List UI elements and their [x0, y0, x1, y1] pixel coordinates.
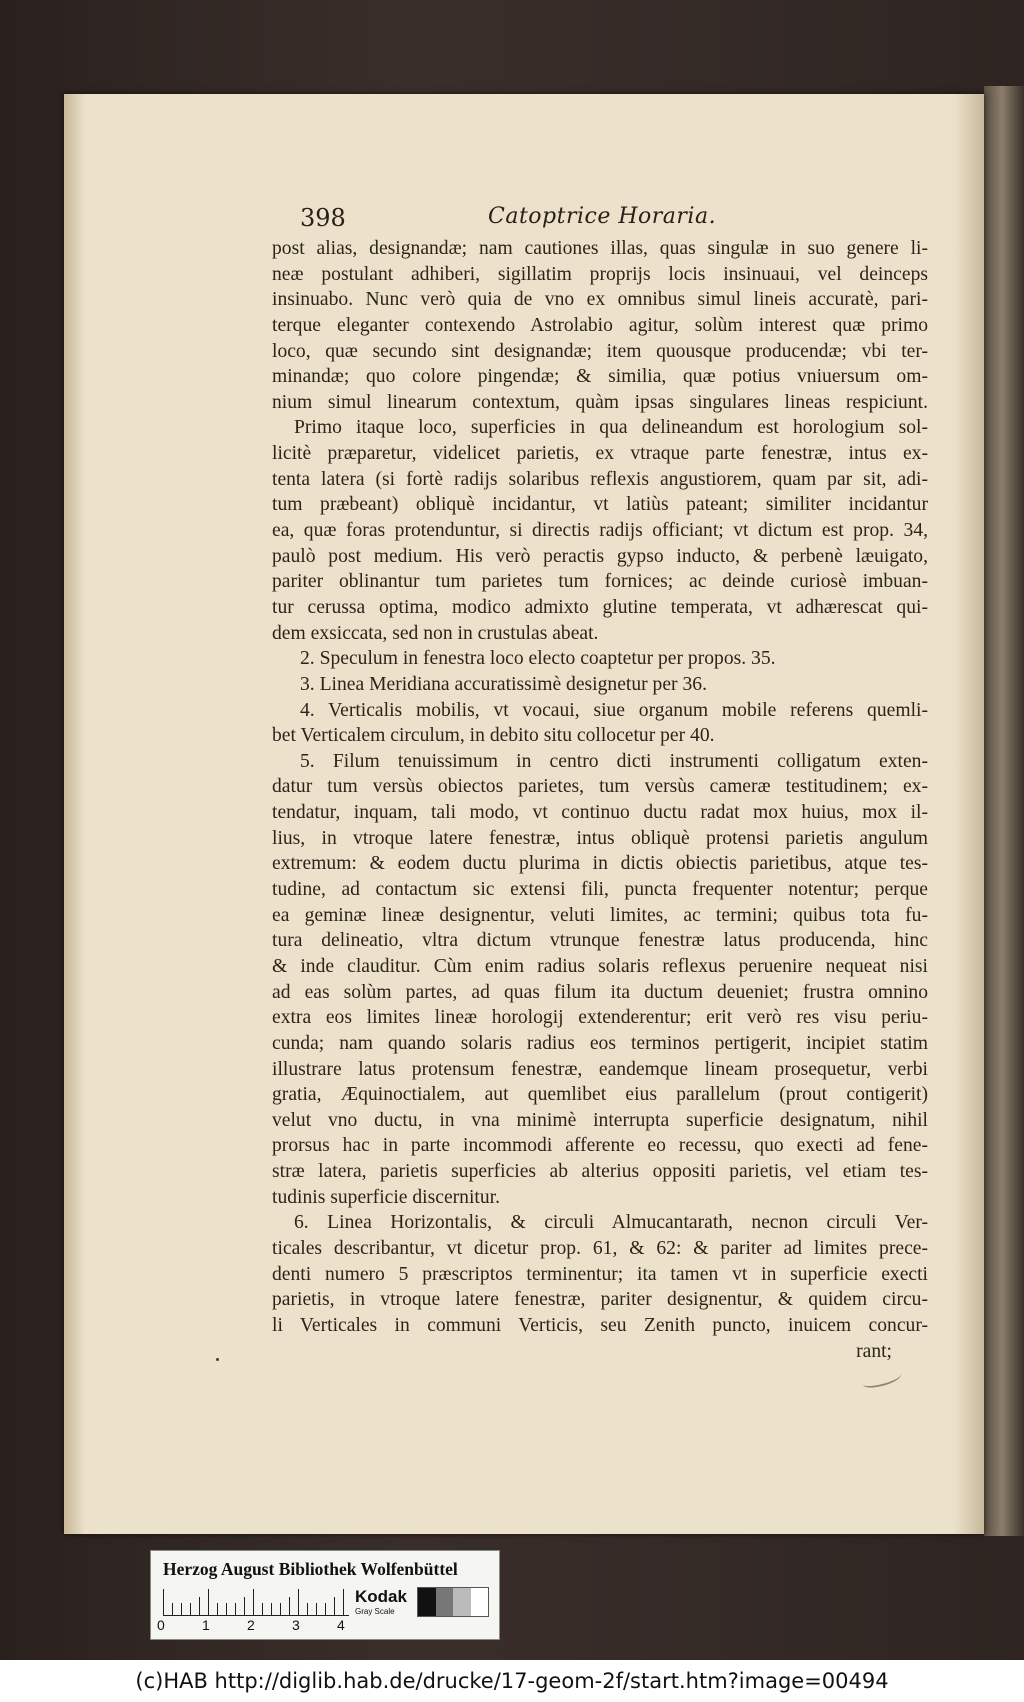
- text-line: parietis, in vtroque latere fenestræ, pariter designentur, & quidem circu-: [272, 1289, 928, 1311]
- ruler-number: 0: [157, 1617, 165, 1633]
- page-edge-shadow: [954, 94, 984, 1534]
- text-line: Primo itaque loco, superficies in qua delineandum est horologium sol-: [294, 417, 928, 439]
- catchword: rant;: [856, 1340, 892, 1362]
- text-line: 4. Verticalis mobilis, vt vocaui, siue organum mobile referens quemli-: [300, 699, 928, 721]
- text-line: & inde clauditur. Cùm enim radius solaris reflexus peruenire nequeat nisi: [272, 955, 928, 977]
- text-line: cunda; nam quando solaris radius eos terminos pertigerit, incipiet statim: [272, 1032, 928, 1054]
- text-line: neæ postulant adhiberi, sigillatim proprijs locis insinuaui, vel deinceps: [272, 263, 928, 285]
- text-line: tur cerussa optima, modico admixto glutine temperata, vt adhærescat qui-: [272, 596, 928, 618]
- text-line: ea, quæ foras protenduntur, si directis radijs officiant; vt dictum est prop. 34,: [272, 520, 928, 542]
- kodak-logo: Kodak: [355, 1587, 407, 1606]
- citation-footer: (c)HAB http://diglib.hab.de/drucke/17-geom-2f/start.htm?image=00494: [0, 1660, 1024, 1702]
- text-line: li Verticales in communi Verticis, seu Zenith puncto, inuicem concur-: [272, 1314, 928, 1336]
- text-line: ea geminæ lineæ designentur, veluti limites, ac termini; quibus tota fu-: [272, 904, 928, 926]
- text-line: post alias, designandæ; nam cautiones illas, quas singulæ in suo genere li-: [272, 238, 928, 259]
- text-line: ad eas solùm partes, ad quas filum ita ductum deueniet; frustra omnino: [272, 981, 928, 1003]
- ruler-number: 3: [292, 1617, 300, 1633]
- text-line: denti numero 5 præscriptos terminentur; ita tamen vt in superficie execti: [272, 1263, 928, 1285]
- text-line: terque eleganter contexendo Astrolabio agitur, solùm interest quæ primo: [272, 314, 928, 336]
- library-label: [150, 1550, 500, 1640]
- text-line: tudine, ad contactum sic extensi fili, puncta frequenter notentur; perque: [272, 879, 928, 901]
- text-line: gratia, Æquinoctialem, aut quemlibet eius parallelum (prout contigerit): [272, 1084, 928, 1106]
- text-line: extremum: & eodem ductu plurima in dictis obiectis parietibus, atque tes-: [272, 853, 928, 875]
- text-line: bet Verticalem circulum, in debito situ collocetur per 40.: [272, 725, 715, 747]
- ruler-number: 4: [337, 1617, 345, 1633]
- running-head: [300, 204, 940, 232]
- text-line: 5. Filum tenuissimum in centro dicti instrumenti colligatum exten-: [300, 750, 928, 772]
- text-line: 6. Linea Horizontalis, & circuli Almucantarath, necnon circuli Ver-: [294, 1212, 928, 1234]
- text-line: stræ latera, parietis superficies ab alterius oppositi parietis, vel etiam tes-: [272, 1161, 928, 1183]
- ink-spot: [216, 1358, 219, 1361]
- page-number: 398: [300, 204, 346, 232]
- text-line: licitè præparetur, videlicet parietis, ex vtraque parte fenestræ, intus ex-: [272, 443, 928, 465]
- gray-scale-caption: Gray Scale: [355, 1607, 395, 1616]
- text-line: nium simul linearum contextum, quàm ipsas singulares lineas respiciunt.: [272, 391, 928, 413]
- text-line: tenta latera (si fortè radijs solaribus reflexis angustiorem, quam par sit, adi-: [272, 468, 928, 490]
- text-line: prorsus hac in parte incommodi afferente eo recessu, quo execti ad fene-: [272, 1135, 928, 1157]
- text-line: tendatur, inquam, tali modo, vt continuo ductu radat mox huius, mox il-: [272, 802, 928, 824]
- text-line: 2. Speculum in fenestra loco electo coaptetur per propos. 35.: [300, 648, 776, 670]
- ruler-number: 2: [247, 1617, 255, 1633]
- text-line: dem exsiccata, sed non in crustulas abeat.: [272, 622, 599, 644]
- text-line: datur tum versùs obiectos parietes, tum versùs cameræ testitudinem; ex-: [272, 776, 928, 798]
- ruler-number: 1: [202, 1617, 210, 1633]
- text-line: tum præbeant) obliquè incidantur, vt latiùs pateant; similiter incidantur: [272, 494, 928, 516]
- gray-scale-swatches: [417, 1587, 489, 1617]
- text-line: 3. Linea Meridiana accuratissimè designetur per 36.: [300, 673, 707, 695]
- text-line: tura delineatio, vltra dictum vtrunque fenestræ latus producenda, hinc: [272, 930, 928, 952]
- text-line: minandæ; quo colore pingendæ; & similia, quæ potius vniuersum om-: [272, 366, 928, 388]
- text-line: paulò post medium. His verò peractis gypso inducto, & perbenè læuigato,: [272, 545, 928, 567]
- text-line: lius, in vtroque latere fenestræ, intus obliquè protensi parietis angulum: [272, 827, 928, 849]
- book-edge: [984, 86, 1024, 1536]
- text-line: loco, quæ secundo sint designandæ; item quousque producendæ; vbi ter-: [272, 340, 928, 362]
- text-line: extra eos limites lineæ horologij extenderentur; erit verò res visu periu-: [272, 1007, 928, 1029]
- scale-ruler: [163, 1587, 349, 1616]
- page-gutter-shadow: [64, 94, 86, 1534]
- library-name: Herzog August Bibliothek Wolfenbüttel: [163, 1559, 458, 1579]
- text-line: ticales describantur, vt dicetur prop. 61, & 62: & pariter ad limites prece-: [272, 1237, 928, 1259]
- text-line: pariter oblinantur tum parietes tum fornices; ac deinde curiosè imbuan-: [272, 571, 928, 593]
- text-line: tudinis superficie discernitur.: [272, 1186, 500, 1208]
- running-title: Catoptrice Horaria.: [488, 204, 717, 229]
- text-line: insinuabo. Nunc verò quia de vno ex omnibus simul lineis accuratè, pari-: [272, 289, 928, 311]
- body-text: [272, 236, 928, 1364]
- text-line: illustrare latus protensum fenestræ, eandemque lineam prosequetur, verbi: [272, 1058, 928, 1080]
- text-line: velut vno ductu, in vna minimè interrupta superficie designatum, nihil: [272, 1109, 928, 1131]
